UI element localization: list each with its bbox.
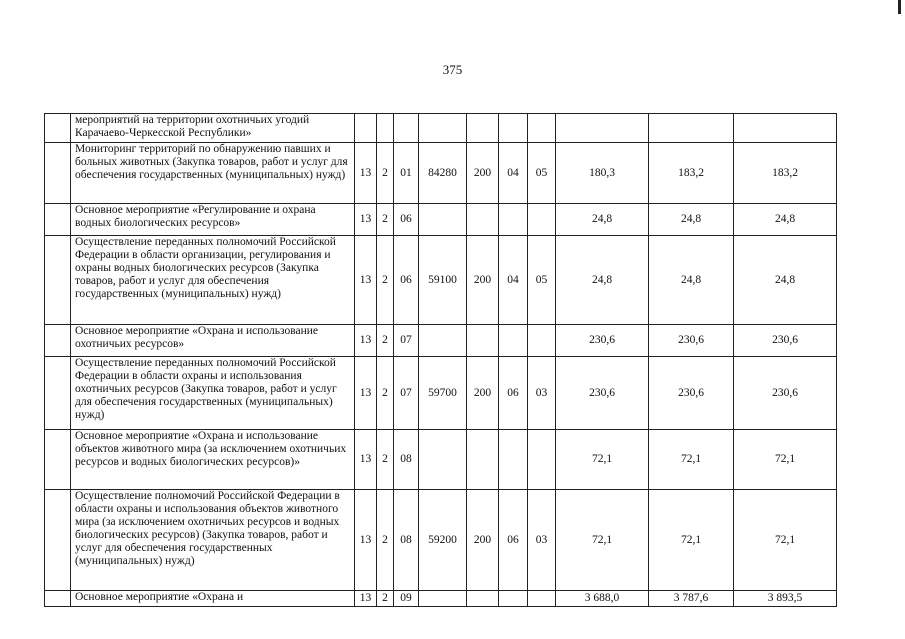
item-description: Осуществление переданных полномочий Российской Федерации в области охраны и использования охотничьих ресурсов (Закупка товаров, работ и услуг для обеспечения государственных (муниципальных) нужд)	[71, 357, 355, 430]
item-description: Основное мероприятие «Охрана и использование объектов животного мира (за исключением охотничьих ресурсов и водных биологических ресурсов)»	[71, 430, 355, 490]
code-cell	[499, 204, 528, 236]
amount-cell: 24,8	[556, 236, 649, 325]
code-cell: 2	[377, 490, 394, 591]
amount-cell: 72,1	[734, 490, 837, 591]
code-cell	[467, 204, 499, 236]
code-cell: 06	[394, 204, 419, 236]
amount-cell	[649, 114, 734, 143]
code-cell	[394, 114, 419, 143]
table-body	[45, 114, 837, 607]
code-cell	[467, 325, 499, 357]
code-cell: 200	[467, 357, 499, 430]
amount-cell	[556, 114, 649, 143]
row-marker-cell	[45, 357, 71, 430]
code-cell: 200	[467, 490, 499, 591]
code-cell: 05	[528, 143, 556, 204]
code-cell	[419, 114, 467, 143]
code-cell: 06	[499, 357, 528, 430]
amount-cell: 230,6	[734, 357, 837, 430]
code-cell	[419, 430, 467, 490]
code-cell	[419, 204, 467, 236]
row-marker-cell	[45, 591, 71, 607]
item-description: Мониторинг территорий по обнаружению павших и больных животных (Закупка товаров, работ и услуг для обеспечения государственных (муниципальных) нужд)	[71, 143, 355, 204]
code-cell	[419, 591, 467, 607]
code-cell: 59700	[419, 357, 467, 430]
row-marker-cell	[45, 325, 71, 357]
code-cell: 13	[355, 236, 377, 325]
code-cell: 06	[394, 236, 419, 325]
amount-cell: 230,6	[649, 325, 734, 357]
code-cell: 09	[394, 591, 419, 607]
page-number: 375	[442, 62, 463, 77]
amount-cell: 230,6	[734, 325, 837, 357]
code-cell: 04	[499, 143, 528, 204]
code-cell: 2	[377, 204, 394, 236]
code-cell	[528, 204, 556, 236]
table-row	[45, 204, 837, 236]
code-cell: 13	[355, 591, 377, 607]
item-description: Основное мероприятие «Охрана и использование охотничьих ресурсов»	[71, 325, 355, 357]
code-cell: 13	[355, 490, 377, 591]
table-row	[45, 236, 837, 325]
amount-cell: 180,3	[556, 143, 649, 204]
row-marker-cell	[45, 430, 71, 490]
amount-cell	[734, 114, 837, 143]
code-cell: 2	[377, 143, 394, 204]
amount-cell: 230,6	[649, 357, 734, 430]
code-cell: 84280	[419, 143, 467, 204]
code-cell	[467, 591, 499, 607]
amount-cell: 24,8	[649, 236, 734, 325]
amount-cell: 24,8	[556, 204, 649, 236]
code-cell: 06	[499, 490, 528, 591]
table-row	[45, 325, 837, 357]
code-cell: 2	[377, 357, 394, 430]
code-cell	[355, 114, 377, 143]
code-cell: 13	[355, 357, 377, 430]
budget-table	[44, 113, 837, 607]
code-cell	[467, 430, 499, 490]
code-cell: 200	[467, 143, 499, 204]
code-cell	[419, 325, 467, 357]
amount-cell: 72,1	[649, 490, 734, 591]
code-cell: 03	[528, 490, 556, 591]
code-cell	[528, 430, 556, 490]
code-cell	[528, 591, 556, 607]
table-row	[45, 591, 837, 607]
code-cell: 01	[394, 143, 419, 204]
code-cell: 08	[394, 430, 419, 490]
code-cell: 200	[467, 236, 499, 325]
table-row	[45, 430, 837, 490]
amount-cell: 24,8	[734, 204, 837, 236]
amount-cell: 3 688,0	[556, 591, 649, 607]
code-cell: 03	[528, 357, 556, 430]
item-description: Основное мероприятие «Охрана и	[71, 591, 355, 607]
scan-edge-mark	[898, 0, 901, 14]
row-marker-cell	[45, 236, 71, 325]
table-row	[45, 114, 837, 143]
code-cell: 05	[528, 236, 556, 325]
amount-cell: 230,6	[556, 357, 649, 430]
amount-cell: 24,8	[734, 236, 837, 325]
table-row	[45, 357, 837, 430]
code-cell: 13	[355, 325, 377, 357]
item-description: Осуществление полномочий Российской Федерации в области охраны и использования объектов животного мира (за исключением охотничьих ресурсов и водных биологических ресурсов) (Закупка товаров, работ и услуг для обеспечения государственных (муниципальных) нужд)	[71, 490, 355, 591]
code-cell: 59100	[419, 236, 467, 325]
code-cell: 13	[355, 204, 377, 236]
code-cell	[528, 114, 556, 143]
amount-cell: 230,6	[556, 325, 649, 357]
item-description: Основное мероприятие «Регулирование и охрана водных биологических ресурсов»	[71, 204, 355, 236]
amount-cell: 183,2	[649, 143, 734, 204]
code-cell: 2	[377, 430, 394, 490]
amount-cell: 24,8	[649, 204, 734, 236]
code-cell: 13	[355, 430, 377, 490]
code-cell	[528, 325, 556, 357]
row-marker-cell	[45, 114, 71, 143]
code-cell: 04	[499, 236, 528, 325]
item-description: Осуществление переданных полномочий Российской Федерации в области организации, регулирования и охраны водных биологических ресурсов (Закупка товаров, работ и услуг для обеспечения государственных (муниципальных) нужд)	[71, 236, 355, 325]
row-marker-cell	[45, 143, 71, 204]
code-cell: 08	[394, 490, 419, 591]
code-cell	[499, 114, 528, 143]
code-cell	[499, 591, 528, 607]
code-cell: 2	[377, 591, 394, 607]
table-row	[45, 143, 837, 204]
row-marker-cell	[45, 490, 71, 591]
row-marker-cell	[45, 204, 71, 236]
amount-cell: 3 787,6	[649, 591, 734, 607]
amount-cell: 183,2	[734, 143, 837, 204]
code-cell	[467, 114, 499, 143]
code-cell: 07	[394, 357, 419, 430]
item-description: мероприятий на территории охотничьих угодий Карачаево-Черкесской Республики»	[71, 114, 355, 143]
code-cell: 59200	[419, 490, 467, 591]
code-cell	[499, 325, 528, 357]
amount-cell: 72,1	[649, 430, 734, 490]
amount-cell: 3 893,5	[734, 591, 837, 607]
code-cell	[377, 114, 394, 143]
code-cell: 07	[394, 325, 419, 357]
code-cell: 2	[377, 236, 394, 325]
table-row	[45, 490, 837, 591]
amount-cell: 72,1	[734, 430, 837, 490]
amount-cell: 72,1	[556, 430, 649, 490]
amount-cell: 72,1	[556, 490, 649, 591]
code-cell: 2	[377, 325, 394, 357]
code-cell: 13	[355, 143, 377, 204]
code-cell	[499, 430, 528, 490]
